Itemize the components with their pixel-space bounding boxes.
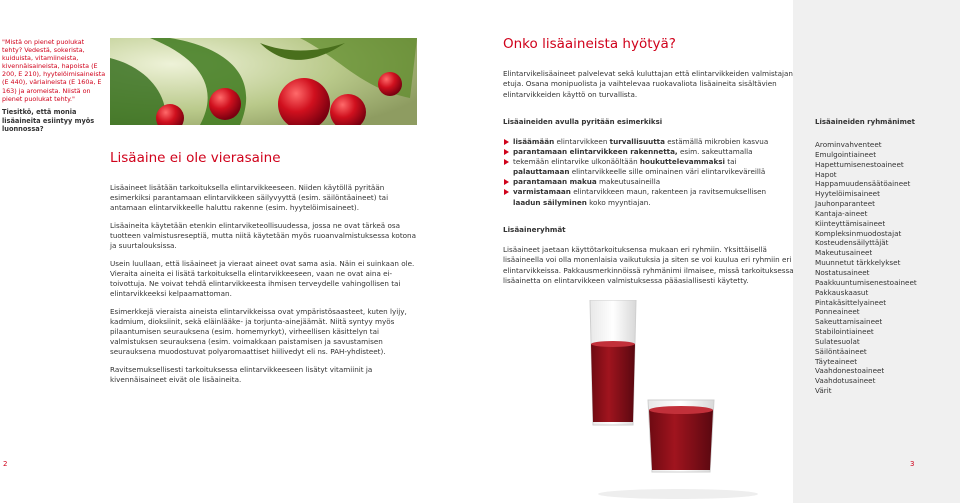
list-item: Täyteaineet — [815, 356, 858, 366]
list-item: Stabilointiaineet — [815, 327, 874, 337]
list-item: Paakkuuntumisenestoaineet — [815, 277, 917, 287]
list-item: Kompleksinmuodostajat — [815, 228, 902, 238]
list-item: parantamaan makua makeutusaineilla — [503, 177, 795, 187]
list-item: Nostatusaineet — [815, 267, 870, 277]
list-item: Muunnetut tärkkelykset — [815, 258, 901, 268]
list-item: Vaahdotusaineet — [815, 376, 876, 386]
list-item: Pakkauskaasut — [815, 287, 869, 297]
paragraph: Lisäaineet lisätään tarkoituksella elintarvikkeeseen. Niiden käytöllä pyritään esimerkiksi parantamaan elintarvikkeen säilyvyyttä (esim. säilöntäaineet) tai antamaan elintarvikkeelle haluttu rakenne (esim. hyytelöimisaineet). — [110, 183, 389, 213]
list-item: Makeutusaineet — [815, 248, 873, 258]
sidebar-quote: "Mistä on pienet puolukat tehty? Vedestä, sokerista, kuiduista, vitamiineista, kivennäisaineista, hapoista (E 200, E 210), hyytelöimisaineista (E 440), väriaineista (E 160a, E 163) ja aromeista. Niistä on pienet puolukat tehty." — [2, 38, 106, 103]
lingonberry-photo — [110, 38, 417, 125]
paragraph: Usein luullaan, että lisäaineet ja vieraat aineet ovat sama asia. Näin ei suinkaan ole. Vieraita aineita ei lisätä tarkoituksella elintarvikkeeseen, vaan ne ovat aina ei-toivottuja. Ne voivat tehdä elintarvikkeesta ihmisen terveydelle vahingollisen tai elintarvikkeeksi kelpaamattoman. — [110, 258, 415, 299]
list-item: Hapot — [815, 169, 837, 179]
list-item: Emulgointiaineet — [815, 149, 877, 159]
list-item: Ponneaineet — [815, 307, 860, 317]
list-item: Hyytelöimisaineet — [815, 189, 880, 199]
list-item: Sulatesuolat — [815, 336, 860, 346]
list-item: lisäämään elintarvikkeen turvallisuutta estämällä mikrobien kasvua — [503, 137, 795, 147]
left-page — [0, 0, 480, 503]
list-item: Hapettumisenestoaineet — [815, 159, 904, 169]
page-number: 2 — [3, 460, 8, 468]
page-title: Onko lisäaineista hyötyä? — [503, 36, 676, 52]
groups-heading: Lisäaineryhmät — [503, 225, 566, 234]
list-item: Sakeuttamisaineet — [815, 317, 883, 327]
list-item: Vaahdonestoaineet — [815, 366, 885, 376]
paragraph: Esimerkkejä vieraista aineista elintarvikkeissa ovat ympäristösaasteet, kuten lyijy, kadmium, dioksiinit, sekä eläinlääke- ja torjunta-ainejäämät. Niitä syntyy myös pilaantumisen seurauksena (esim. homemyrkyt), virheellisen käsittelyn tai valmistuksen seurauksena (esim. voimakkaan paistamisen ja savustamisen seurauksena muodostuvat polyaromaattiset hiilivedyt eli ns. PAH-yhdisteet). — [110, 306, 407, 357]
group-names-heading: Lisäaineiden ryhmänimet — [815, 118, 915, 126]
list-item: Säilöntäaineet — [815, 346, 867, 356]
examples-heading: Lisäaineiden avulla pyritään esimerkiksi — [503, 118, 663, 126]
paragraph: Ravitsemuksellisesti tarkoituksessa elintarvikkeeseen lisätyt vitamiinit ja kivennäisaineet eivät ole lisäaineita. — [110, 364, 373, 384]
juice-glasses-photo — [580, 300, 790, 500]
list-item: Jauhonparanteet — [815, 199, 875, 209]
paragraph: Lisäaineita käytetään etenkin elintarviketeollisuudessa, jossa ne ovat tärkeä osa tuotteen valmistusreseptiä, mutta niitä käytetään myös ruoanvalmistuksessa kotona ja suurtalouksissa. — [110, 220, 416, 251]
list-item: Värit — [815, 386, 832, 396]
list-item: Kosteudensäilyttäjät — [815, 238, 889, 248]
group-names-list — [815, 140, 955, 396]
list-item: varmistamaan elintarvikkeen maun, rakenteen ja ravitsemuksellisen laadun säilyminen koko myyntiajan. — [503, 187, 795, 207]
body-text — [110, 183, 420, 393]
page-title: Lisäaine ei ole vierasaine — [110, 150, 281, 166]
list-item: Happamuudensäätöaineet — [815, 179, 911, 189]
groups-text: Lisäaineet jaetaan käyttötarkoituksensa mukaan eri ryhmiin. Yksittäisellä lisäaineella voi olla monenlaisia vaikutuksia ja siten se voi kuulua eri ryhmiin eri elintarvikkeissa. Pakkausmerkinnöissä ryhmänimi ilmaisee, missä tarkoituksessa lisäainetta on elintarvikkeen valmistuksessa pääasiallisesti käytetty. — [503, 245, 794, 285]
page-number: 3 — [910, 460, 915, 468]
benefits-list — [503, 137, 795, 208]
list-item: Pintakäsittelyaineet — [815, 297, 887, 307]
list-item: tekemään elintarvike ulkonäöltään houkuttelevammaksi tai palauttamaan elintarvikkeelle sille ominainen väri elintarvikeväreillä — [503, 157, 795, 177]
tiesitko-note: Tiesitkö, että monia lisäaineita esiintyy myös luonnossa? — [2, 108, 95, 133]
list-item: Arominvahventeet — [815, 140, 882, 149]
list-item: Kiinteyttämisaineet — [815, 218, 886, 228]
intro-text: Elintarvikelisäaineet palvelevat sekä kuluttajan että elintarvikkeiden valmistajan etuja. Osana monipuolista ja vaihtelevaa ruokavaliota lisäaineita sisältävien elintarvikkeiden käyttö on turvallista. — [503, 69, 793, 99]
list-item: parantamaan elintarvikkeen rakennetta, esim. sakeuttamalla — [503, 147, 795, 157]
list-item: Kantaja-aineet — [815, 208, 868, 218]
